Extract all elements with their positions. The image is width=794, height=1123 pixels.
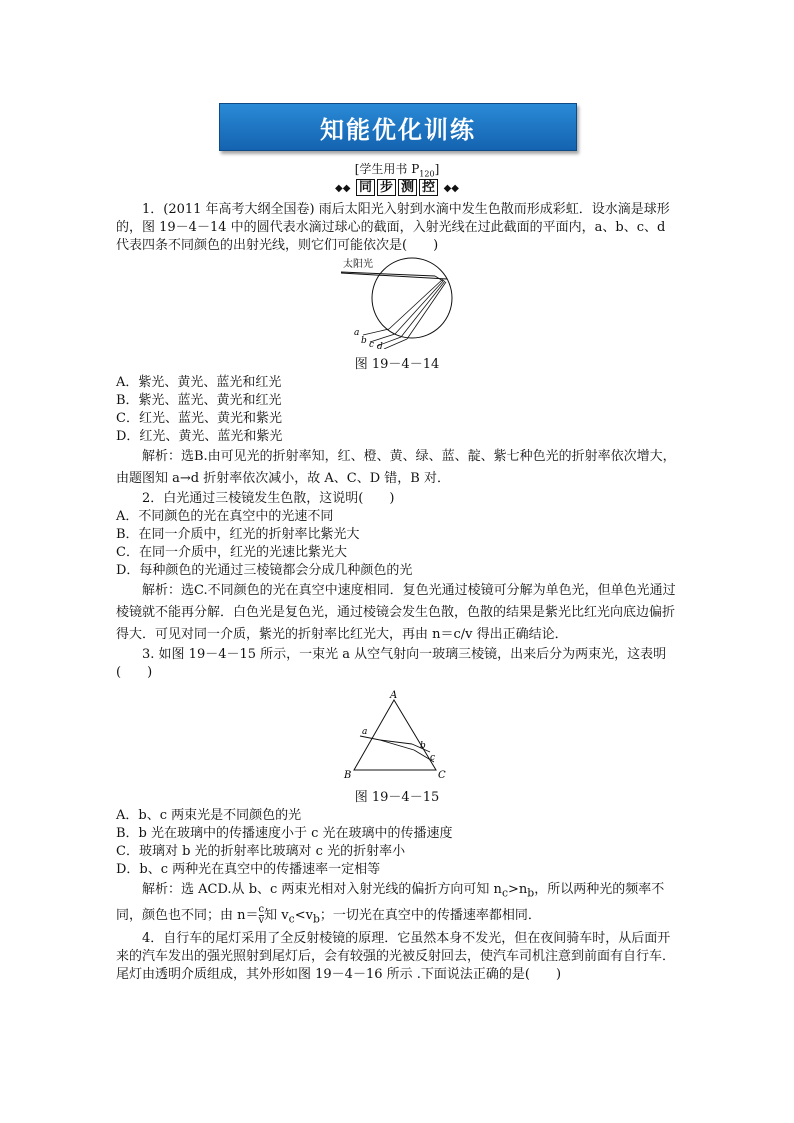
section-char: 步 — [377, 179, 396, 196]
q1-stem: 1．(2011 年高考大纲全国卷) 雨后太阳光入射到水滴中发生色散而形成彩虹．设水滴是球形的，图 19－4－14 中的圆代表水滴过球心的截面，入射光线在过此截面的平面内，a、b、c、d 代表四条不同颜色的出射光线，则它们可能依次是( ) — [116, 202, 670, 253]
ray-label-d: d — [377, 342, 383, 349]
question-content — [116, 201, 678, 984]
q3-option-a: A．b、c 两束光是不同颜色的光 — [116, 808, 302, 823]
q2-option-a: A．不同颜色的光在真空中的光速不同 — [116, 509, 334, 524]
figure-19-4-14 — [116, 255, 678, 374]
figure-caption: 图 19－4－15 — [354, 790, 440, 805]
q3-option-d: D．b、c 两种光在真空中的传播速率一定相等 — [116, 862, 381, 877]
q3-analysis: 解析：选 ACD.从 b、c 两束光相对入射光线的偏折方向可知 $n_c>n_b$，所以两种光的频率不同，颜色也不同；由 n＝ $\frac{c}{v}$ 知 $v_c<v_b$；一切光在真空中的传播速率都相同． — [116, 882, 665, 926]
vertex-label-a: A — [390, 690, 398, 701]
q4-stem: 4．自行车的尾灯采用了全反射棱镜的原理．它虽然本身不发光，但在夜间骑车时，从后面开来的汽车发出的强光照射到尾灯后，会有较强的光被反射回去，使汽车司机注意到前面有自行车．尾灯由透明介质组成，其外形如图 19－4－16 所示 .下面说法正确的是( ) — [116, 931, 676, 983]
section-char: 测 — [398, 179, 417, 196]
vertex-label-c: C — [438, 770, 446, 781]
q2-analysis: 解析：选C.不同颜色的光在真空中速度相同．复色光通过棱镜可分解为单色光，但单色光通过棱镜就不能再分解．白色光是复色光，通过棱镜会发生色散，色散的结果是紫光比红光向底边偏折得大．可见对同一介质，紫光的折射率比红光大，再由 n＝c/v 得出正确结论． — [116, 583, 676, 642]
q1-analysis: 解析：选B.由可见光的折射率知，红、橙、黄、绿、蓝、靛、紫七种色光的折射率依次增大，由题图知 a→d 折射率依次减小，故 A、C、D 错，B 对． — [116, 449, 676, 486]
q3-option-b: B．b 光在玻璃中的传播速度小于 c 光在玻璃中的传播速度 — [116, 826, 453, 841]
ray-label-c: c — [430, 753, 436, 763]
q2-option-b: B．在同一介质中，红光的折射率比紫光大 — [116, 527, 360, 542]
figure-19-4-15 — [116, 690, 678, 807]
ray-label-a: a — [354, 328, 360, 338]
fraction: $\frac{c}{v}$ — [258, 903, 265, 926]
q2-option-c: C．在同一介质中，红光的光速比紫光大 — [116, 545, 347, 560]
q2-stem: 2．白光通过三棱镜发生色散，这说明( ) — [142, 491, 395, 506]
section-heading — [0, 179, 794, 196]
user-book-ref: [学生用书 $P_{120}$] — [354, 162, 440, 179]
sun-label: 太阳光 — [343, 259, 373, 270]
figure-caption: 图 19－4－14 — [354, 357, 440, 372]
vertex-label-b: B — [344, 770, 352, 781]
ray-label-b: b — [361, 336, 367, 346]
prism-diagram — [342, 690, 452, 782]
raindrop-diagram — [337, 255, 457, 349]
title-banner — [219, 103, 577, 151]
q1-option-c: C．红光、蓝光、黄光和紫光 — [116, 411, 282, 426]
q3-option-c: C．玻璃对 b 光的折射率比玻璃对 c 光的折射率小 — [116, 844, 406, 859]
q2-option-d: D．每种颜色的光通过三棱镜都会分成几种颜色的光 — [116, 563, 413, 578]
q1-option-b: B．紫光、蓝光、黄光和红光 — [116, 393, 282, 408]
banner-title: 知能优化训练 — [320, 115, 476, 144]
section-char: 控 — [419, 179, 438, 196]
ray-label-a: a — [362, 727, 368, 737]
ray-label-c: c — [369, 340, 375, 349]
ray-label-b: b — [420, 741, 426, 751]
section-char: 同 — [356, 179, 375, 196]
q3-stem: 3. 如图 19－4－15 所示，一束光 a 从空气射向一玻璃三棱镜，出来后分为两束光，这表明( ) — [116, 647, 667, 680]
q1-option-d: D．红光、黄光、蓝光和紫光 — [116, 429, 283, 444]
q1-option-a: A．紫光、黄光、蓝光和红光 — [116, 375, 282, 390]
diamond-icon: ◆◆ — [335, 183, 351, 194]
diamond-icon: ◆◆ — [443, 183, 459, 194]
